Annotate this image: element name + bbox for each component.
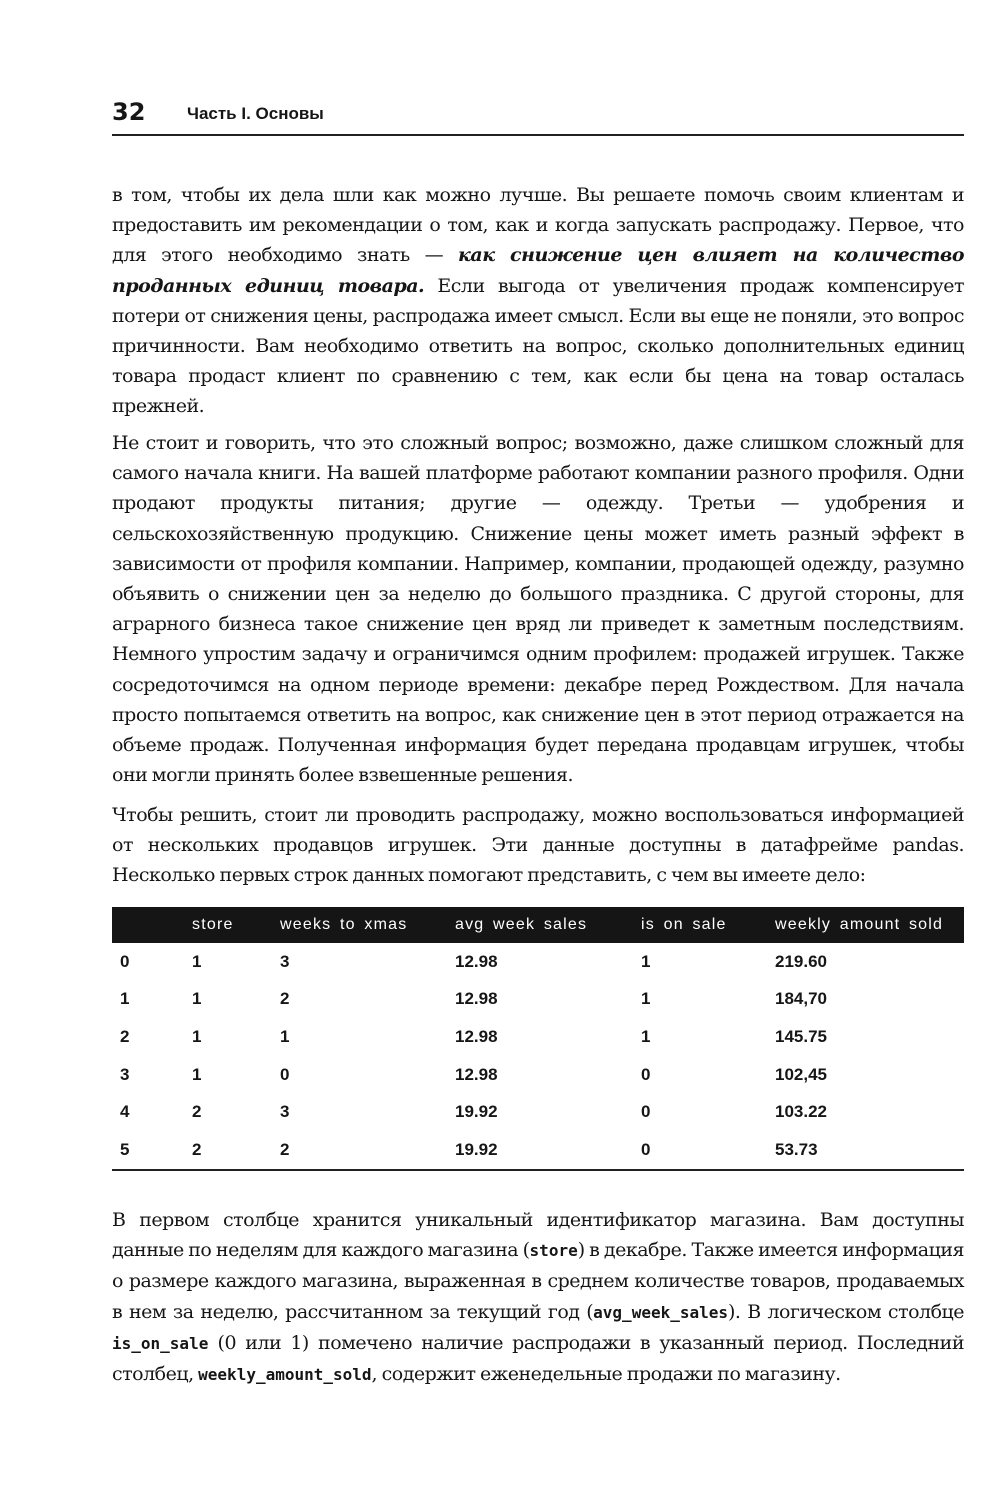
cell-index: 0 bbox=[120, 951, 130, 971]
cell-weekly-amount-sold: 219.60 bbox=[775, 951, 827, 971]
paragraph-4-text-b: ) в декабре. Также имеется информация о размере каждого магазина, выраженная в среднем количестве товаров, продаваемых в нем за неделю, рассчитанном за текущий год ( bbox=[112, 1239, 965, 1323]
paragraph-1 bbox=[112, 180, 964, 422]
cell-weeks-to-xmas: 0 bbox=[280, 1064, 290, 1084]
paragraph-4-text-d: (0 или 1) помечено наличие распродажи в указанный период. Последний столбец, bbox=[112, 1331, 964, 1386]
cell-store: 1 bbox=[192, 951, 202, 971]
cell-is-on-sale: 0 bbox=[641, 1064, 651, 1084]
cell-weeks-to-xmas: 3 bbox=[280, 951, 290, 971]
table-row bbox=[112, 1056, 964, 1094]
column-header-store: store bbox=[192, 916, 234, 933]
paragraph-4-text-e: , содержит еженедельные продажи по магазину. bbox=[371, 1363, 841, 1386]
cell-index: 5 bbox=[112, 1131, 192, 1170]
cell-weeks-to-xmas: 2 bbox=[280, 1131, 455, 1170]
paragraph-3: Чтобы решить, стоит ли проводить распродажу, можно воспользоваться информацией от нескольких продавцов игрушек. Эти данные доступны в датафрейме pandas. Несколько первых строк данных помогают представить, с чем вы имеете дело: bbox=[112, 804, 964, 887]
cell-store: 2 bbox=[192, 1131, 280, 1170]
page-number: 32 bbox=[112, 98, 146, 126]
cell-weekly-amount-sold: 103.22 bbox=[775, 1102, 827, 1122]
table-row bbox=[112, 981, 964, 1019]
cell-avg-week-sales: 19.92 bbox=[455, 1102, 498, 1122]
cell-weeks-to-xmas: 2 bbox=[280, 989, 290, 1009]
column-header-weeks-to-xmas: weeks to xmas bbox=[280, 916, 408, 933]
code-avg-week-sales: avg_week_sales bbox=[593, 1302, 729, 1322]
cell-avg-week-sales: 12.98 bbox=[455, 989, 498, 1009]
cell-index: 3 bbox=[120, 1064, 130, 1084]
column-header-weekly-amount-sold: weekly amount sold bbox=[775, 916, 944, 933]
paragraph-2: Не стоит и говорить, что это сложный вопрос; возможно, даже слишком сложный для самого начала книги. На вашей платформе работают компании разного профиля. Одни продают продукты питания; другие — одежду. Третьи — удобрения и сельскохозяйственную продукцию. Снижение цены может иметь разный эффект в зависимости от профиля компании. Например, компании, продающей одежду, разумно объявить о снижении цен за неделю до большого праздника. С другой стороны, для аграрного бизнеса такое снижение цен вряд ли приведет к заметным последствиям. Немного упростим задачу и ограничимся одним профилем: продажей игрушек. Также сосредоточимся на одном периоде времени: декабре перед Рождеством. Для начала просто попытаемся ответить на вопрос, как снижение цен в этот период отражается на объеме продаж. Полученная информация будет передана продавцам игрушек, чтобы они могли принять более взвешенные решения. bbox=[112, 432, 964, 787]
table-row bbox=[112, 1018, 964, 1056]
cell-weekly-amount-sold: 145.75 bbox=[775, 1026, 827, 1046]
running-head: Часть I. Основы bbox=[187, 104, 324, 123]
table-header-row bbox=[112, 907, 964, 943]
cell-weeks-to-xmas: 3 bbox=[280, 1102, 290, 1122]
cell-is-on-sale: 1 bbox=[641, 989, 651, 1009]
cell-weekly-amount-sold: 184,70 bbox=[775, 989, 827, 1009]
cell-store: 2 bbox=[192, 1102, 202, 1122]
page-header bbox=[112, 96, 964, 136]
cell-store: 1 bbox=[192, 1026, 202, 1046]
paragraph-4 bbox=[112, 1205, 964, 1390]
cell-is-on-sale: 0 bbox=[641, 1102, 651, 1122]
code-weekly-amount-sold: weekly_amount_sold bbox=[198, 1365, 372, 1385]
cell-avg-week-sales: 12.98 bbox=[455, 1064, 498, 1084]
table-row bbox=[112, 1131, 964, 1170]
paragraph-4-text-c: ). В логическом столбце bbox=[728, 1300, 964, 1323]
table-row bbox=[112, 1093, 964, 1131]
cell-index: 1 bbox=[120, 989, 130, 1009]
code-is-on-sale: is_on_sale bbox=[112, 1333, 209, 1353]
cell-store: 1 bbox=[192, 989, 202, 1009]
paragraph-1-text-a: в том, чтобы их дела шли как можно лучше. Вы решаете помочь своим клиентам и предоставить им рекомендации о том, как и когда запускать распродажу. Первое, что для этого необходимо знать — bbox=[112, 184, 964, 267]
cell-index: 2 bbox=[120, 1026, 130, 1046]
cell-is-on-sale: 0 bbox=[641, 1131, 775, 1170]
paragraph-1-emphasis: как снижение цен влияет на количество проданных единиц товара. bbox=[112, 244, 964, 297]
dataframe-table bbox=[112, 907, 964, 1171]
cell-avg-week-sales: 12.98 bbox=[455, 951, 498, 971]
cell-weekly-amount-sold: 53.73 bbox=[775, 1131, 964, 1170]
code-store: store bbox=[529, 1241, 578, 1261]
cell-weekly-amount-sold: 102,45 bbox=[775, 1064, 827, 1084]
cell-store: 1 bbox=[192, 1064, 202, 1084]
paragraph-4-text-a: В первом столбце хранится уникальный идентификатор магазина. Вам доступны данные по неделям для каждого магазина ( bbox=[112, 1209, 964, 1262]
cell-is-on-sale: 1 bbox=[641, 1026, 651, 1046]
cell-index: 4 bbox=[120, 1102, 130, 1122]
cell-weeks-to-xmas: 1 bbox=[280, 1026, 290, 1046]
paragraph-1-text-b: Если выгода от увеличения продаж компенсирует потери от снижения цены, распродажа имеет смысл. Если вы еще не поняли, это вопрос причинности. Вам необходимо ответить на вопрос, сколько дополнительных единиц товара продаст клиент по сравнению с тем, как если бы цена на товар осталась прежней. bbox=[112, 274, 964, 418]
column-header-avg-week-sales: avg week sales bbox=[455, 916, 588, 933]
cell-is-on-sale: 1 bbox=[641, 951, 651, 971]
column-header-index bbox=[112, 907, 192, 943]
column-header-is-on-sale: is on sale bbox=[641, 916, 727, 933]
cell-avg-week-sales: 12.98 bbox=[455, 1026, 498, 1046]
cell-avg-week-sales: 19.92 bbox=[455, 1131, 641, 1170]
table-row bbox=[112, 943, 964, 981]
